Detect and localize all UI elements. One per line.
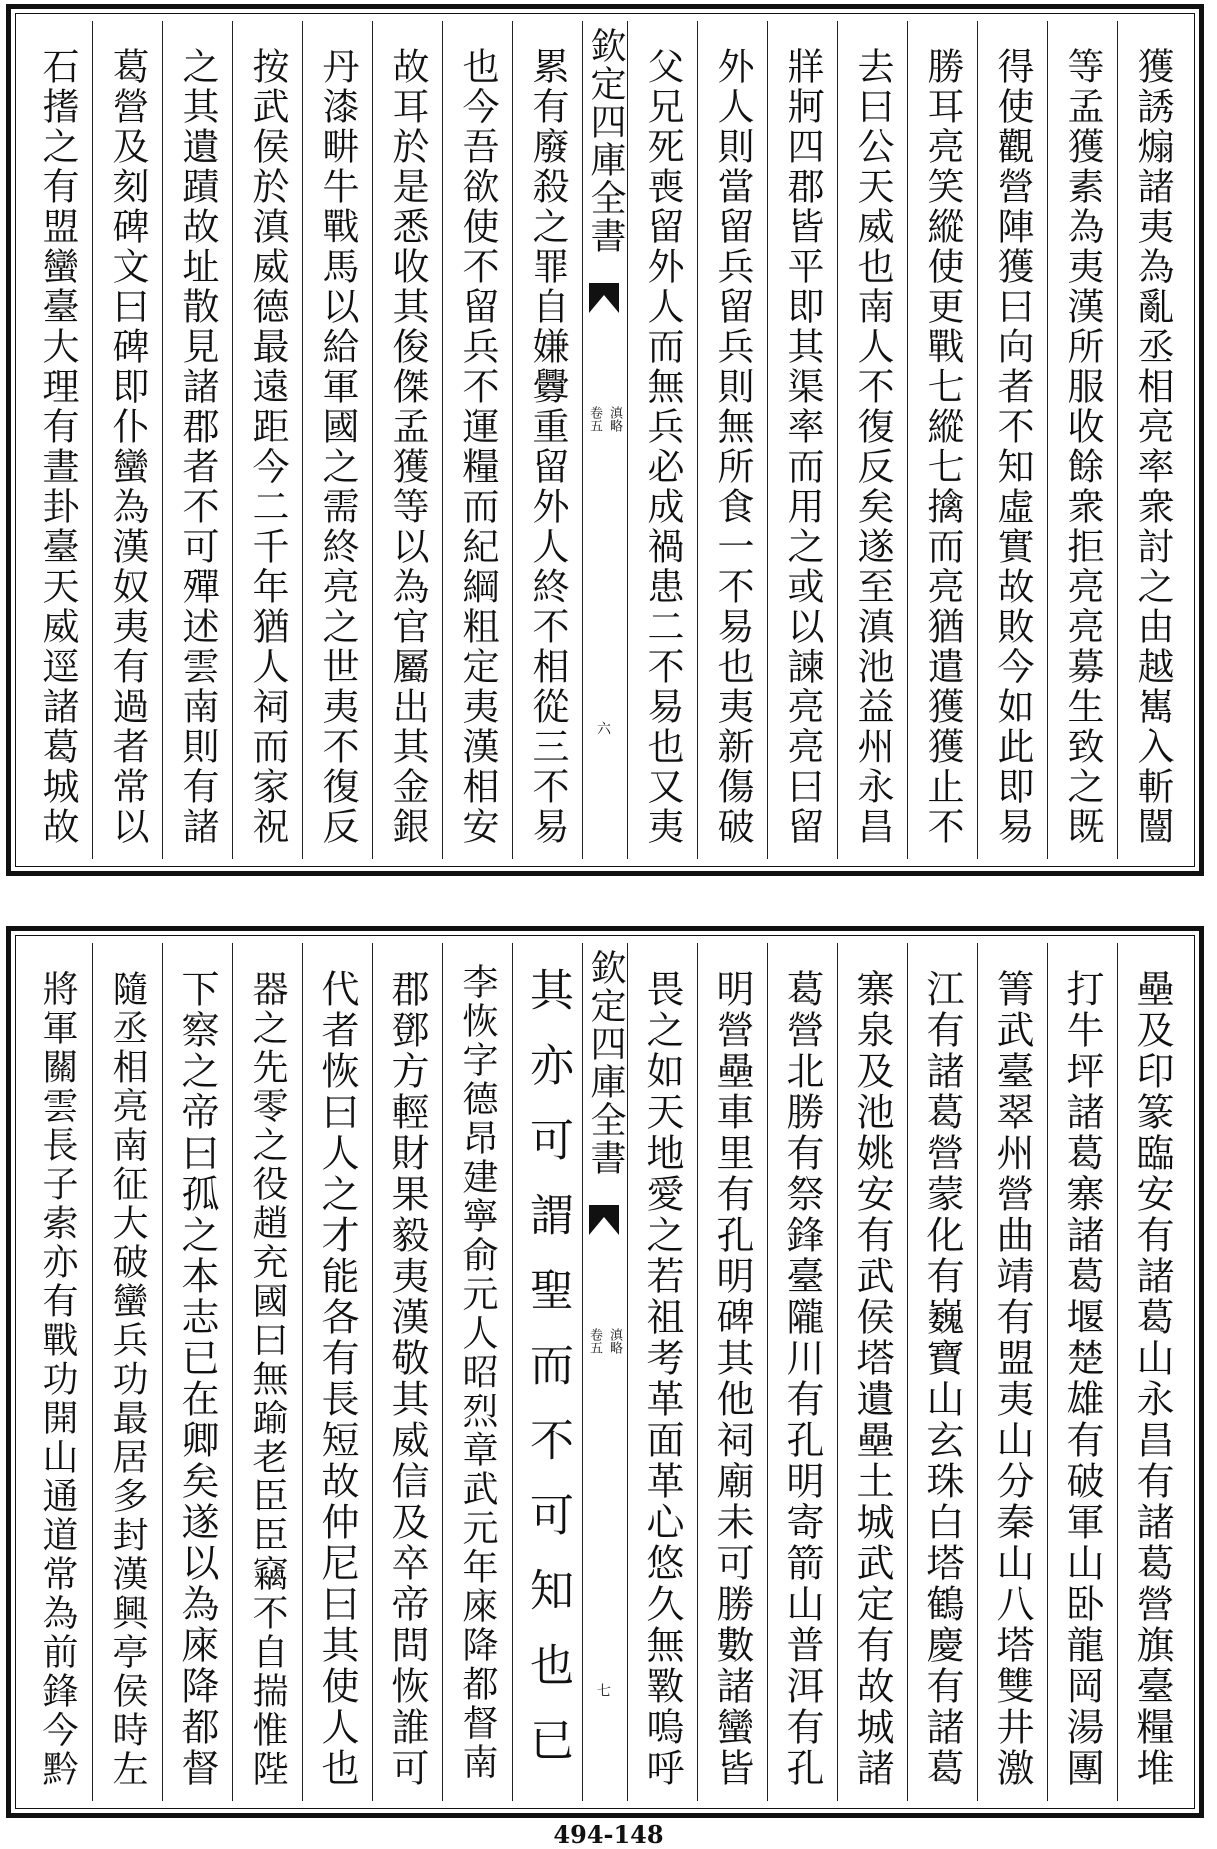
text-column (162, 943, 232, 1801)
column-text: 將軍關雲長子索亦有戰功開山通道常為前鋒今黔 (37, 969, 78, 1789)
text-column (442, 943, 512, 1801)
column-text: 丹漆畊牛戰馬以給軍國之需終亮之世夷不復反 (316, 47, 359, 847)
text-column (977, 21, 1047, 859)
book-name: 滇略 (607, 406, 622, 432)
center-fold (582, 21, 627, 859)
text-column (837, 943, 907, 1801)
column-text: 葛營及刻碑文曰碑即仆蠻為漢奴夷有過者常以 (106, 47, 149, 847)
column-text: 故耳於是悉收其俊傑孟獲等以為官屬出其金銀 (386, 47, 429, 847)
text-column (1117, 943, 1187, 1801)
text-column (92, 21, 162, 859)
text-column (23, 943, 92, 1801)
text-column (627, 21, 697, 859)
text-column (162, 21, 232, 859)
volume-label: 卷五 (587, 1328, 602, 1354)
column-text: 壘及印篆臨安有諸葛山永昌有諸葛營旗臺糧堆 (1130, 969, 1174, 1789)
column-text: 代者恢曰人之才能各有長短故仲尼曰其使人也 (315, 969, 359, 1789)
center-fold (582, 943, 627, 1801)
text-column (837, 21, 907, 859)
text-column (512, 943, 582, 1801)
column-text: 其亦可謂聖而不可知也已 (522, 966, 573, 1792)
column-text: 畏之如天地愛之若祖考革面革心悠久無斁嗚呼 (640, 969, 684, 1789)
fishtail-mark-icon (589, 1205, 619, 1235)
column-text: 外人則當留兵留兵則無所食一不易也夷新傷破 (711, 47, 754, 847)
text-column (232, 943, 302, 1801)
column-text: 石搘之有盟蠻臺大理有晝卦臺天威逕諸葛城故 (36, 47, 79, 847)
text-column (1047, 943, 1117, 1801)
bottom-page-columns (23, 943, 1187, 1801)
column-text: 父兄死喪留外人而無兵必成禍患二不易也又夷 (641, 47, 684, 847)
text-column (697, 943, 767, 1801)
fishtail-mark-icon (589, 283, 619, 313)
column-text: 按武侯於滇威德最遠距今二千年猶人祠而家祝 (246, 47, 289, 847)
column-text: 下察之帝曰孤之本志已在卿矣遂以為庲降都督 (175, 969, 219, 1789)
text-column (92, 943, 162, 1801)
text-column (767, 943, 837, 1801)
column-text: 等孟獲素為夷漢所服收餘衆拒亮亮募生致之既 (1061, 47, 1104, 847)
text-column (907, 943, 977, 1801)
column-text: 得使觀營陣獲曰向者不知虛實故敗今如此即易 (991, 47, 1034, 847)
folio-number: 七 (595, 1683, 611, 1697)
column-text: 江有諸葛營蒙化有巍寶山玄珠白塔鶴慶有諸葛 (920, 969, 964, 1789)
book-name: 滇略 (607, 1328, 622, 1354)
column-text: 去曰公天威也南人不復反矣遂至滇池益州永昌 (851, 47, 894, 847)
text-column (907, 21, 977, 859)
text-column (1047, 21, 1117, 859)
text-column (372, 21, 442, 859)
page-number: 494-148 (553, 1820, 664, 1849)
bottom-page (6, 926, 1204, 1818)
column-text: 葛營北勝有祭鋒臺隴川有孔明寄箭山普洱有孔 (780, 969, 824, 1789)
column-text: 之其遺蹟故址散見諸郡者不可殫述雲南則有諸 (176, 47, 219, 847)
column-text: 累有廢殺之罪自嫌釁重留外人終不相從三不易 (526, 47, 569, 847)
column-text: 郡鄧方輕財果毅夷漢敬其威信及卒帝問恢誰可 (385, 969, 429, 1789)
volume-label: 卷五 (587, 406, 602, 432)
text-column (302, 21, 372, 859)
book-series-title: 欽定四庫全書 (585, 27, 626, 255)
folio-number: 六 (595, 721, 611, 735)
text-column (512, 21, 582, 859)
column-text: 寨泉及池姚安有武侯塔遺壘土城武定有故城諸 (850, 969, 894, 1789)
column-text: 李恢字德昂建寧俞元人昭烈章武元年庲降都督南 (457, 962, 498, 1782)
column-text: 打牛坪諸葛寨諸葛堰楚雄有破軍山卧龍岡湯團 (1060, 969, 1104, 1789)
top-page (6, 4, 1204, 876)
column-text: 也今吾欲使不留兵不運糧而紀綱粗定夷漢相安 (456, 47, 499, 847)
text-column (232, 21, 302, 859)
top-page-columns (23, 21, 1187, 859)
text-column (1117, 21, 1187, 859)
column-text: 器之先零之役趙充國曰無踰老臣臣竊不自揣惟陛 (247, 969, 288, 1789)
column-text: 箐武臺翠州營曲靖有盟夷山分秦山八塔雙井激 (990, 969, 1034, 1789)
column-text: 勝耳亮笑縱使更戰七縱七擒而亮猶遣獲獲止不 (921, 47, 964, 847)
text-column (442, 21, 512, 859)
column-text: 明營壘車里有孔明碑其他祠廟未可勝數諸蠻皆 (710, 969, 754, 1789)
text-column (977, 943, 1047, 1801)
text-column (23, 21, 92, 859)
text-column (372, 943, 442, 1801)
book-series-title: 欽定四庫全書 (585, 949, 626, 1177)
text-column (627, 943, 697, 1801)
text-column (302, 943, 372, 1801)
column-text: 隨丞相亮南征大破蠻兵功最居多封漢興亭侯時左 (107, 969, 148, 1789)
text-column (697, 21, 767, 859)
text-column (767, 21, 837, 859)
column-text: 獲誘煽諸夷為亂丞相亮率衆討之由越嶲入斬闓 (1131, 47, 1174, 847)
column-text: 牂牁四郡皆平即其渠率而用之或以諫亮亮曰留 (781, 47, 824, 847)
